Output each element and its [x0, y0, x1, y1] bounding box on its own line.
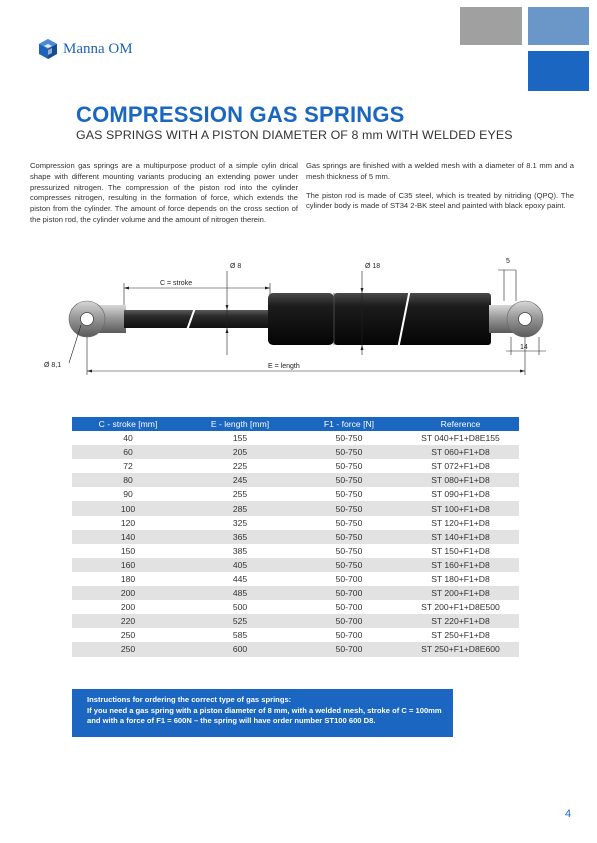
stroke-label: C = stroke	[160, 280, 193, 287]
table-row	[72, 614, 519, 628]
ordering-instructions	[72, 689, 453, 737]
table-row	[72, 459, 519, 473]
right-eye	[489, 301, 543, 337]
table-cell: ST 040+F1+D8E155	[421, 433, 500, 444]
table-cell: 250	[72, 642, 184, 656]
table-cell: 140	[72, 530, 184, 544]
table-cell: ST 090+F1+D8	[431, 489, 490, 500]
table-row	[72, 642, 519, 656]
tile-light-blue	[528, 7, 589, 45]
table-row	[72, 628, 519, 642]
piston-rod	[124, 310, 270, 328]
thickness-label: 5	[506, 258, 510, 265]
table-cell: 50-750	[335, 461, 363, 472]
eye-width-label: 14	[520, 344, 528, 351]
table-cell: 50-700	[296, 642, 402, 656]
table-cell: 500	[232, 602, 248, 613]
table-cell: 80	[72, 473, 184, 487]
table-cell: 50-750	[296, 473, 402, 487]
table-cell: ST 220+F1+D8	[402, 614, 519, 628]
body-diameter-label: Ø 18	[365, 263, 381, 270]
table-cell: 50-700	[296, 586, 402, 600]
table-cell: 200	[72, 586, 184, 600]
table-cell: ST 250+F1+D8	[431, 630, 490, 641]
col-force: F1 - force [N]	[296, 417, 402, 431]
table-cell: 50-750	[335, 489, 363, 500]
table-cell: 50-750	[296, 445, 402, 459]
table-row	[72, 558, 519, 572]
table-cell: ST 140+F1+D8	[402, 530, 519, 544]
table-cell: ST 060+F1+D8	[402, 445, 519, 459]
table-cell: 325	[232, 517, 248, 528]
table-cell: ST 250+F1+D8E600	[402, 642, 519, 656]
table-cell: 40	[123, 433, 133, 444]
table-row	[72, 487, 519, 501]
cube-icon	[38, 38, 58, 60]
table-cell: 180	[120, 573, 136, 584]
intro-paragraph: Compression gas springs are a multipurpose product of a simple cylin drical shape with different mounting variants producing an extending power under pressurized nitrogen. The compression of the piston rod into the cylinder compresses nitrogen, resulting in the formation of force, which extends the piston from the cylinder. The amount of force depends on the cross section of the piston rod, the cylinder volume and the amount of nitrogen therein.	[30, 161, 298, 224]
table-cell: 50-750	[296, 501, 402, 515]
table-cell: ST 100+F1+D8	[402, 501, 519, 515]
brand-name: Manna OM	[63, 40, 133, 57]
table-row	[72, 572, 519, 586]
table-row	[72, 431, 519, 445]
table-cell: ST 120+F1+D8	[431, 517, 490, 528]
table-cell: 50-750	[296, 530, 402, 544]
instructions-text: If you need a gas spring with a piston diameter of 8 mm, with a welded mesh, stroke of C = 100mm and with a force of F1 = 600N – the spring will have order number ST100 600 D8.	[87, 705, 442, 726]
table-cell: 220	[72, 614, 184, 628]
table-cell: 225	[232, 461, 248, 472]
table-cell: ST 180+F1+D8	[431, 573, 490, 584]
spec-table-body	[72, 431, 519, 657]
page-subtitle: GAS SPRINGS WITH A PISTON DIAMETER OF 8 mm WITH WELDED EYES	[76, 128, 513, 142]
table-cell: 120	[120, 517, 136, 528]
col-stroke: C - stroke [mm]	[72, 417, 184, 431]
table-cell: 150	[120, 545, 136, 556]
col-length: E - length [mm]	[184, 417, 296, 431]
material-paragraph: The piston rod is made of C35 steel, which is treated by nitriding (QPQ). The cylinder body is made of ST34 2-BK steel and painted with black epoxy paint.	[306, 190, 574, 211]
table-cell: 50-700	[335, 630, 363, 641]
table-cell: 50-700	[335, 573, 363, 584]
table-cell: 255	[232, 489, 248, 500]
table-cell: 245	[184, 473, 296, 487]
table-cell: 50-750	[335, 545, 363, 556]
table-row	[72, 516, 519, 530]
table-cell: 485	[184, 586, 296, 600]
table-row	[72, 530, 519, 544]
table-cell: 50-750	[335, 433, 363, 444]
left-eye	[69, 301, 126, 337]
brand-logo	[38, 38, 133, 60]
table-row	[72, 501, 519, 515]
length-label: E = length	[268, 363, 300, 370]
table-row	[72, 473, 519, 487]
table-row	[72, 586, 519, 600]
table-cell: 405	[184, 558, 296, 572]
tile-blue	[528, 51, 589, 91]
table-cell: 72	[123, 461, 133, 472]
table-cell: 50-750	[335, 517, 363, 528]
intro-left-column	[30, 161, 298, 234]
intro-right-column	[306, 161, 574, 220]
table-row	[72, 600, 519, 614]
mesh-paragraph: Gas springs are finished with a welded mesh with a diameter of 8.1 mm and a mesh thickness of 5 mm.	[306, 161, 574, 181]
table-cell: 385	[232, 545, 248, 556]
col-reference: Reference	[402, 417, 519, 431]
table-cell: 90	[123, 489, 133, 500]
table-cell: ST 150+F1+D8	[431, 545, 490, 556]
table-cell: ST 200+F1+D8E500	[421, 602, 500, 613]
table-cell: 285	[184, 501, 296, 515]
table-cell: ST 160+F1+D8	[402, 558, 519, 572]
table-cell: 50-750	[296, 558, 402, 572]
table-cell: ST 072+F1+D8	[431, 461, 490, 472]
instructions-heading: Instructions for ordering the correct type of gas springs:	[87, 695, 292, 704]
table-cell: 445	[232, 573, 248, 584]
table-cell: 205	[184, 445, 296, 459]
table-cell: 250	[120, 630, 136, 641]
table-cell: ST 080+F1+D8	[402, 473, 519, 487]
table-cell: 365	[184, 530, 296, 544]
table-cell: 60	[72, 445, 184, 459]
table-row	[72, 544, 519, 558]
tile-gray	[460, 7, 522, 45]
gas-spring-drawing	[36, 255, 546, 380]
page-title: COMPRESSION GAS SPRINGS	[76, 102, 405, 127]
table-cell: 155	[232, 433, 248, 444]
table-cell: 600	[184, 642, 296, 656]
table-cell: 200	[120, 602, 136, 613]
table-cell: 160	[72, 558, 184, 572]
table-cell: ST 200+F1+D8	[402, 586, 519, 600]
table-cell: 50-700	[296, 614, 402, 628]
cylinder-body	[268, 289, 491, 349]
table-row	[72, 445, 519, 459]
rod-diameter-label: Ø 8	[230, 263, 242, 270]
table-cell: 50-700	[335, 602, 363, 613]
table-cell: 585	[232, 630, 248, 641]
page-number: 4	[565, 808, 572, 820]
table-header-row	[72, 417, 519, 431]
table-cell: 100	[72, 501, 184, 515]
table-cell: 525	[184, 614, 296, 628]
eye-diameter-label: Ø 8,1	[44, 362, 62, 369]
spec-table	[72, 417, 519, 657]
